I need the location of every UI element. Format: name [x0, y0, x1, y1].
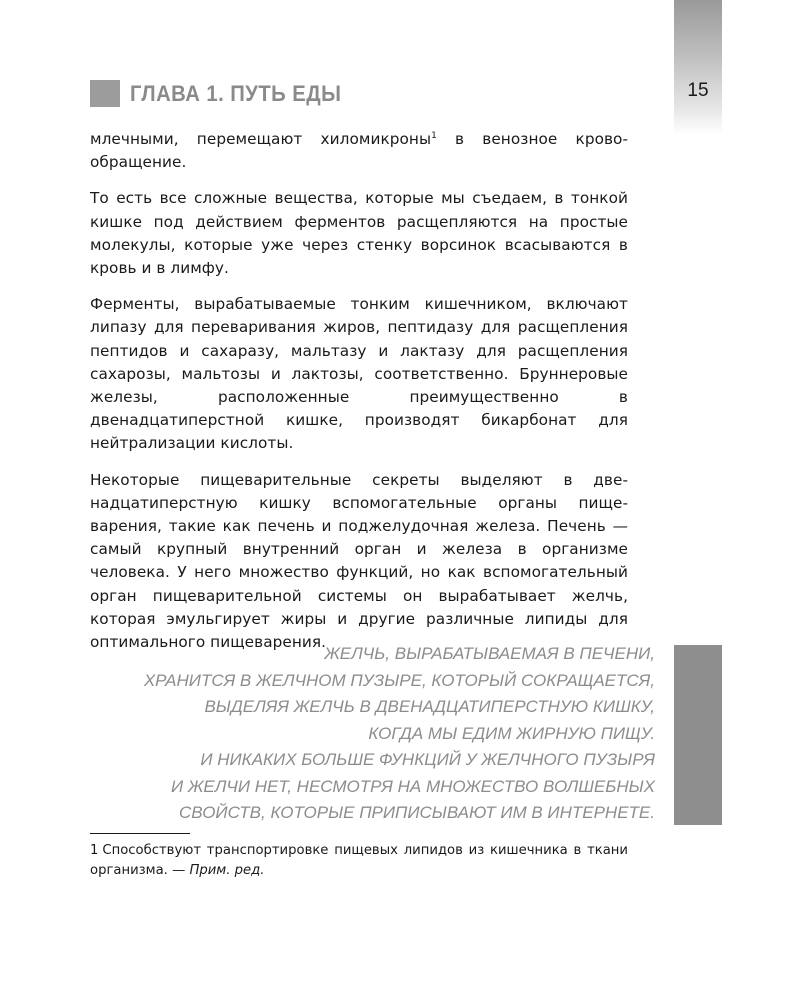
chapter-marker-block: [90, 80, 120, 107]
paragraph-4: Некоторые пищеварительные секреты выделяют в двенадцатиперстную кишку вспомогательные органы пищеварения, такие как печень и поджелудочная железа. Печень — самый крупный внутренний орган и железа в организме человека. У него множество функций, но как вспомогательный орган пищеварительной системы он вырабатывает желчь, которая эмульгирует жиры и другие различные липиды для оптимального пищеварения.: [90, 470, 628, 652]
quote-line: ЖЕЛЧЬ, ВЫРАБАТЫВАЕМАЯ В ПЕЧЕНИ,: [324, 644, 655, 663]
footnote-mark: 1: [90, 843, 99, 858]
footnote: [90, 841, 628, 881]
footnote-editor-note: Прим. ред.: [189, 863, 265, 878]
quote-line: И НИКАКИХ БОЛЬШЕ ФУНКЦИЙ У ЖЕЛЧНОГО ПУЗЫРЯ: [200, 750, 655, 769]
quote-line: ВЫДЕЛЯЯ ЖЕЛЧЬ В ДВЕНАДЦАТИПЕРСТНУЮ КИШКУ,: [204, 697, 655, 716]
footnote-text: Способствуют транспортировке пищевых липидов из кишечника в ткани организма. —: [90, 843, 628, 878]
paragraph-1-before: млечными, перемещают хиломикроны: [90, 130, 432, 148]
footnote-reference: 1: [431, 130, 437, 141]
paragraph-1-after: в венозное кровообращение.: [90, 130, 629, 172]
quote-line: СВОЙСТВ, КОТОРЫЕ ПРИПИСЫВАЮТ ИМ В ИНТЕРНЕТЕ.: [178, 803, 655, 822]
page-number: 15: [687, 80, 709, 101]
quote-line: И ЖЕЛЧИ НЕТ, НЕСМОТРЯ НА МНОЖЕСТВО ВОЛШЕБНЫХ: [170, 776, 655, 796]
footnote-divider: [90, 833, 190, 834]
pull-quote: [90, 641, 655, 827]
quote-line: ХРАНИТСЯ В ЖЕЛЧНОМ ПУЗЫРЕ, КОТОРЫЙ СОКРАЩАЕТСЯ,: [143, 670, 655, 690]
body-text: [90, 128, 628, 667]
chapter-title: ГЛАВА 1. ПУТЬ ЕДЫ: [130, 81, 342, 106]
quote-line: КОГДА МЫ ЕДИМ ЖИРНУЮ ПИЩУ.: [368, 723, 655, 743]
paragraph-2: То есть все сложные вещества, которые мы съедаем, в тонкой кишке под действием ферментов расщепляются на простые молекулы, которые уже через стенку ворсинок всасываются в кровь и в лимфу.: [90, 189, 628, 278]
paragraph-1: [90, 128, 628, 174]
page-tab-gradient: [674, 0, 722, 135]
paragraph-3: Ферменты, вырабатываемые тонким кишечником, включают липазу для переваривания жиров, пептидазу для расщепления пептидов и сахаразу, мальтазу и лактазу для расщепления сахарозы, мальтозы и лактозы, соответственно. Бруннеровые железы, расположенные преимущественно в двенадцатиперстной кишке, производят бикарбонат для нейтрализации кислоты.: [90, 295, 628, 453]
side-accent-bar: [674, 645, 722, 825]
